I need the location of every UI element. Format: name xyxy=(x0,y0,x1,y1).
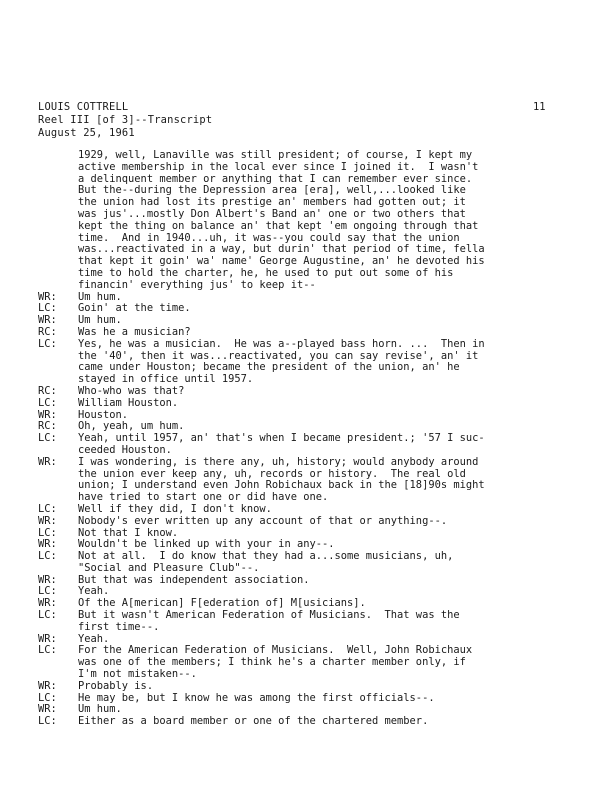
utterance-line: Probably is. xyxy=(78,679,154,692)
dialogue-turn xyxy=(38,693,598,705)
utterance-line: But that was independent association. xyxy=(78,573,310,586)
dialogue-turn xyxy=(38,457,598,504)
dialogue-turn xyxy=(38,433,598,457)
speaker-label: LC: xyxy=(38,550,57,563)
dialogue-turn xyxy=(38,303,598,315)
speaker-label: LC: xyxy=(38,691,57,704)
speaker-label: LC: xyxy=(38,715,57,728)
utterance-line: Wouldn't be linked up with your in any--. xyxy=(78,538,335,551)
utterance-line: Yeah, until 1957, an' that's when I became president.; '57 I suc- xyxy=(78,432,485,445)
speaker-label: WR: xyxy=(38,703,57,716)
speaker-label: LC: xyxy=(38,502,57,515)
utterance-line: Um hum. xyxy=(78,703,122,716)
dialogue-turn xyxy=(38,645,598,680)
utterance-line: Was he a musician? xyxy=(78,325,191,338)
utterance-line: Um hum. xyxy=(78,314,122,327)
utterance-line: Oh, yeah, um hum. xyxy=(78,420,185,433)
utterance xyxy=(38,516,598,528)
speaker-label: WR: xyxy=(38,290,57,303)
paragraph-line: time to hold the charter, he, he used to put out some of his xyxy=(78,266,454,279)
utterance-line: Yeah. xyxy=(78,632,110,645)
dialogue-turn xyxy=(38,339,598,386)
utterance-line: Who-who was that? xyxy=(78,384,185,397)
utterance-line: Nobody's ever written up any account of that or anything--. xyxy=(78,514,448,527)
speaker-label: WR: xyxy=(38,679,57,692)
utterance-line: Houston. xyxy=(78,408,129,421)
dialogue-turn xyxy=(38,386,598,398)
utterance-line: first time--. xyxy=(78,620,160,633)
utterance-line: Yes, he was a musician. He was a--played bass horn. ... Then in xyxy=(78,337,485,350)
opening-paragraph xyxy=(38,150,598,292)
utterance-line: Um hum. xyxy=(78,290,122,303)
dialogue-turn xyxy=(38,575,598,587)
paragraph-line: time. And in 1940...uh, it was--you could say that the union xyxy=(78,231,460,244)
utterance-line: Goin' at the time. xyxy=(78,302,191,315)
utterance-line: was one of the members; I think he's a charter member only, if xyxy=(78,656,466,669)
dialogue-turn xyxy=(38,504,598,516)
utterance-line: stayed in office until 1957. xyxy=(78,373,254,386)
speaker-label: LC: xyxy=(38,644,57,657)
interviewee-name: LOUIS COTTRELL xyxy=(38,101,129,113)
paragraph-line: But the--during the Depression area [era], well,...looked like xyxy=(78,184,466,197)
paragraph-line: kept the thing on balance an' that kept 'em ongoing through that xyxy=(78,219,479,232)
paragraph-line: 1929, well, Lanaville was still president; of course, I kept my xyxy=(78,149,473,161)
interview-date: August 25, 1961 xyxy=(38,127,135,139)
utterance xyxy=(38,645,598,680)
speaker-label: LC: xyxy=(38,526,57,539)
utterance-line: Not that I know. xyxy=(78,526,179,539)
speaker-label: LC: xyxy=(38,302,57,315)
utterance xyxy=(38,339,598,386)
speaker-label: RC: xyxy=(38,420,57,433)
transcript-header xyxy=(38,101,212,140)
utterance xyxy=(38,433,598,457)
utterance xyxy=(38,716,598,728)
utterance-line: I'm not mistaken--. xyxy=(78,668,197,681)
utterance xyxy=(38,398,598,410)
transcript-body xyxy=(38,150,598,728)
paragraph-line: was...reactivated in a way, but durin' that period of time, fella xyxy=(78,243,485,256)
speaker-label: WR: xyxy=(38,455,57,468)
dialogue-turn xyxy=(38,398,598,410)
utterance-line: have tried to start one or did have one. xyxy=(78,491,329,504)
speaker-label: WR: xyxy=(38,514,57,527)
speaker-label: LC: xyxy=(38,585,57,598)
utterance-line: But it wasn't American Federation of Musicians. That was the xyxy=(78,609,460,622)
utterance-line: the union ever keep any, uh, records or history. The real old xyxy=(78,467,466,480)
dialogue-turn xyxy=(38,610,598,634)
utterance-line: came under Houston; became the president of the union, an' he xyxy=(78,361,460,374)
reel-info: Reel III [of 3]--Transcript xyxy=(38,114,213,126)
utterance-line: the '40', then it was...reactivated, you can say revise', an' it xyxy=(78,349,479,362)
paragraph-line: active membership in the local ever since I joined it. I wasn't xyxy=(78,160,479,173)
speaker-label: LC: xyxy=(38,432,57,445)
dialogue-turn xyxy=(38,327,598,339)
utterance xyxy=(38,303,598,315)
utterance-line: ceeded Houston. xyxy=(78,443,172,456)
speaker-label: RC: xyxy=(38,325,57,338)
utterance xyxy=(38,327,598,339)
dialogue xyxy=(38,292,598,728)
speaker-label: LC: xyxy=(38,396,57,409)
utterance xyxy=(38,551,598,575)
utterance-line: "Social and Pleasure Club"--. xyxy=(78,561,260,574)
paragraph-line: that kept it goin' wa' name' George Augustine, an' he devoted his xyxy=(78,255,485,268)
dialogue-turn xyxy=(38,516,598,528)
utterance-line: I was wondering, is there any, uh, history; would anybody around xyxy=(78,455,479,468)
speaker-label: WR: xyxy=(38,538,57,551)
utterance-line: William Houston. xyxy=(78,396,179,409)
speaker-label: LC: xyxy=(38,609,57,622)
speaker-label: WR: xyxy=(38,632,57,645)
page-number: 11 xyxy=(533,101,546,113)
paragraph-line: financin' everything jus' to keep it-- xyxy=(78,278,316,291)
utterance-line: For the American Federation of Musicians. Well, John Robichaux xyxy=(78,644,473,657)
utterance xyxy=(38,681,598,693)
speaker-label: WR: xyxy=(38,314,57,327)
utterance xyxy=(38,693,598,705)
speaker-label: WR: xyxy=(38,408,57,421)
speaker-label: WR: xyxy=(38,597,57,610)
utterance-line: Of the A[merican] F[ederation of] M[usicians]. xyxy=(78,597,366,610)
paragraph-line: the union had lost its prestige an' members had gotten out; it xyxy=(78,196,466,209)
utterance-line: Not at all. I do know that they had a...some musicians, uh, xyxy=(78,550,454,563)
utterance xyxy=(38,610,598,634)
speaker-label: WR: xyxy=(38,573,57,586)
utterance xyxy=(38,575,598,587)
dialogue-turn xyxy=(38,681,598,693)
utterance xyxy=(38,504,598,516)
speaker-label: RC: xyxy=(38,384,57,397)
utterance-line: Either as a board member or one of the chartered member. xyxy=(78,715,429,728)
utterance-line: Well if they did, I don't know. xyxy=(78,502,272,515)
speaker-label: LC: xyxy=(38,337,57,350)
utterance xyxy=(38,457,598,504)
utterance-line: He may be, but I know he was among the first officials--. xyxy=(78,691,435,704)
utterance-line: Yeah. xyxy=(78,585,110,598)
paragraph-line: a delinquent member or anything that I can remember ever since. xyxy=(78,172,473,185)
paragraph-line: was jus'...mostly Don Albert's Band an' one or two others that xyxy=(78,207,466,220)
utterance-line: union; I understand even John Robichaux back in the [18]90s might xyxy=(78,479,485,492)
dialogue-turn xyxy=(38,716,598,728)
utterance xyxy=(38,386,598,398)
dialogue-turn xyxy=(38,551,598,575)
